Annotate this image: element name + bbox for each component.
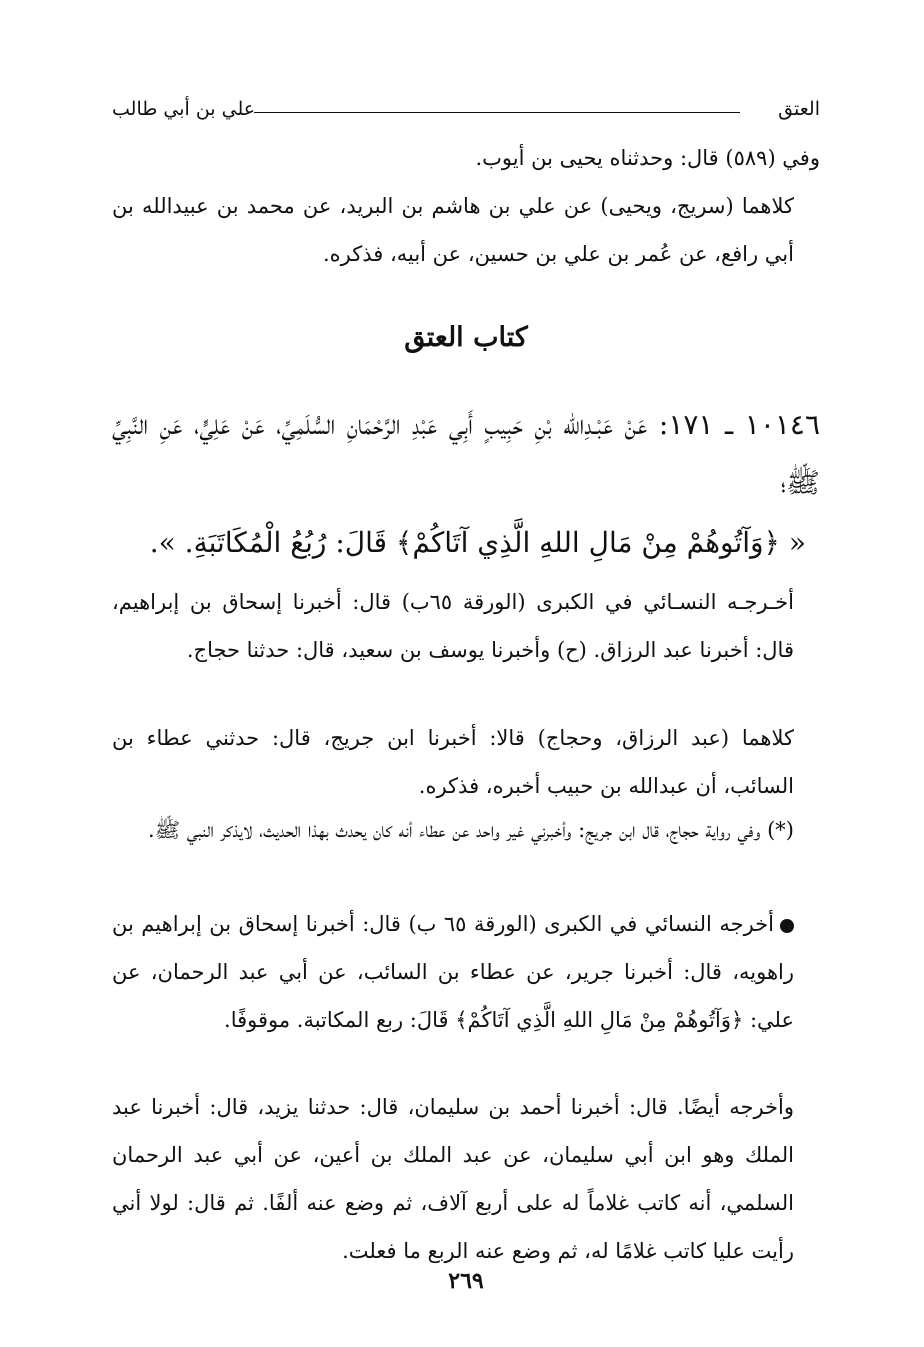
page-number: ٢٦٩ (448, 1268, 484, 1294)
takhrij-paragraph-2 (112, 900, 820, 1044)
takhrij-paragraph-3 (112, 1083, 820, 1275)
intro-line-1: وفي (٥٨٩) قال: وحدثناه يحيى بن أيوب. (475, 146, 820, 170)
header-rule (254, 112, 740, 113)
hadith-quote: « ﴿وَآتُوهُمْ مِنْ مَالِ اللهِ الَّذِي آتَاكُمْ﴾ قَالَ: رُبُعُ الْمُكَاتَبَةِ. ». (149, 526, 806, 559)
takhrij-subparagraph-2 (112, 806, 820, 854)
intro-paragraph (112, 134, 820, 278)
takhrij-2-text: أخرجه النسائي في الكبرى (الورقة ٦٥ ب) قال: أخبرنا إسحاق بن إبراهيم بن راهويه، قال: أخبرنا جرير، عن عطاء بن السائب، عن أبي عبد الرحمان، عن علي: ﴿وَآتُوهُمْ مِنْ مَالِ اللهِ الَّذِي آتَاكُمْ﴾ قَالَ: ربع المكاتبة. موقوفًا. (112, 912, 794, 1032)
takhrij-3-text: وأخرجه أيضًا. قال: أخبرنا أحمد بن سليمان، قال: حدثنا يزيد، قال: أخبرنا عبد الملك وهو ابن أبي سليمان، عن عبد الملك بن أعين، عن أبي عبد الرحمان السلمي، أنه كاتب غلاماً له على أربع آلاف، ثم وضع عنه ألفًا. ثم قال: لولا أني رأيت عليا كاتب غلامًا له، ثم وضع عنه الربع ما فعلت. (112, 1095, 794, 1263)
running-header (112, 98, 820, 128)
hadith-text: ١٠١٤٦ ـ ١٧١: عَنْ عَبْـدِالله بْنِ حَبِيبٍ أَبِي عَبْدِ الرَّحْمَانِ السُّلَمِيِّ، عَنْ عَلِيٍّ، عَنِ النَّبِيِّ ﷺ؛ (112, 408, 820, 499)
intro-line-2: كلاهما (سريج، ويحيى) عن علي بن هاشم بن البريد، عن محمد بن عبيدالله بن أبي رافع، عن عُمر بن علي بن حسين، عن أبيه، فذكره. (112, 194, 794, 266)
bullet-dot-icon (780, 919, 794, 933)
takhrij-2-wrapper (112, 900, 820, 1044)
header-chapter-title: العتق (778, 98, 820, 120)
takhrij-subparagraph-1 (112, 714, 820, 810)
sub-2-text: (*) وفي رواية حجاج، قال ابن جريج: وأخبرني غير واحد عن عطاء أنه كان يحدث بهذا الحديث، لايذكر النبي ﷺ. (148, 818, 794, 842)
sub-1-text: كلاهما (عبد الرزاق، وحجاج) قالا: أخبرنا ابن جريج، قال: حدثني عطاء بن السائب، أن عبدالله بن حبيب أخبره، فذكره. (112, 726, 794, 798)
takhrij-1-text: أخـرجـه النسـائي في الكبرى (الورقة ٦٥ب) قال: أخبرنا إسحاق بن إبراهيم، قال: أخبرنا عبد الرزاق. (ح) وأخبرنا يوسف بن سعيد، قال: حدثنا حجاج. (112, 590, 794, 662)
hadith-text-block (112, 396, 820, 572)
takhrij-paragraph-1 (112, 578, 820, 674)
section-heading: كتاب العتق (404, 322, 528, 353)
header-section-title: علي بن أبي طالب (112, 98, 256, 120)
